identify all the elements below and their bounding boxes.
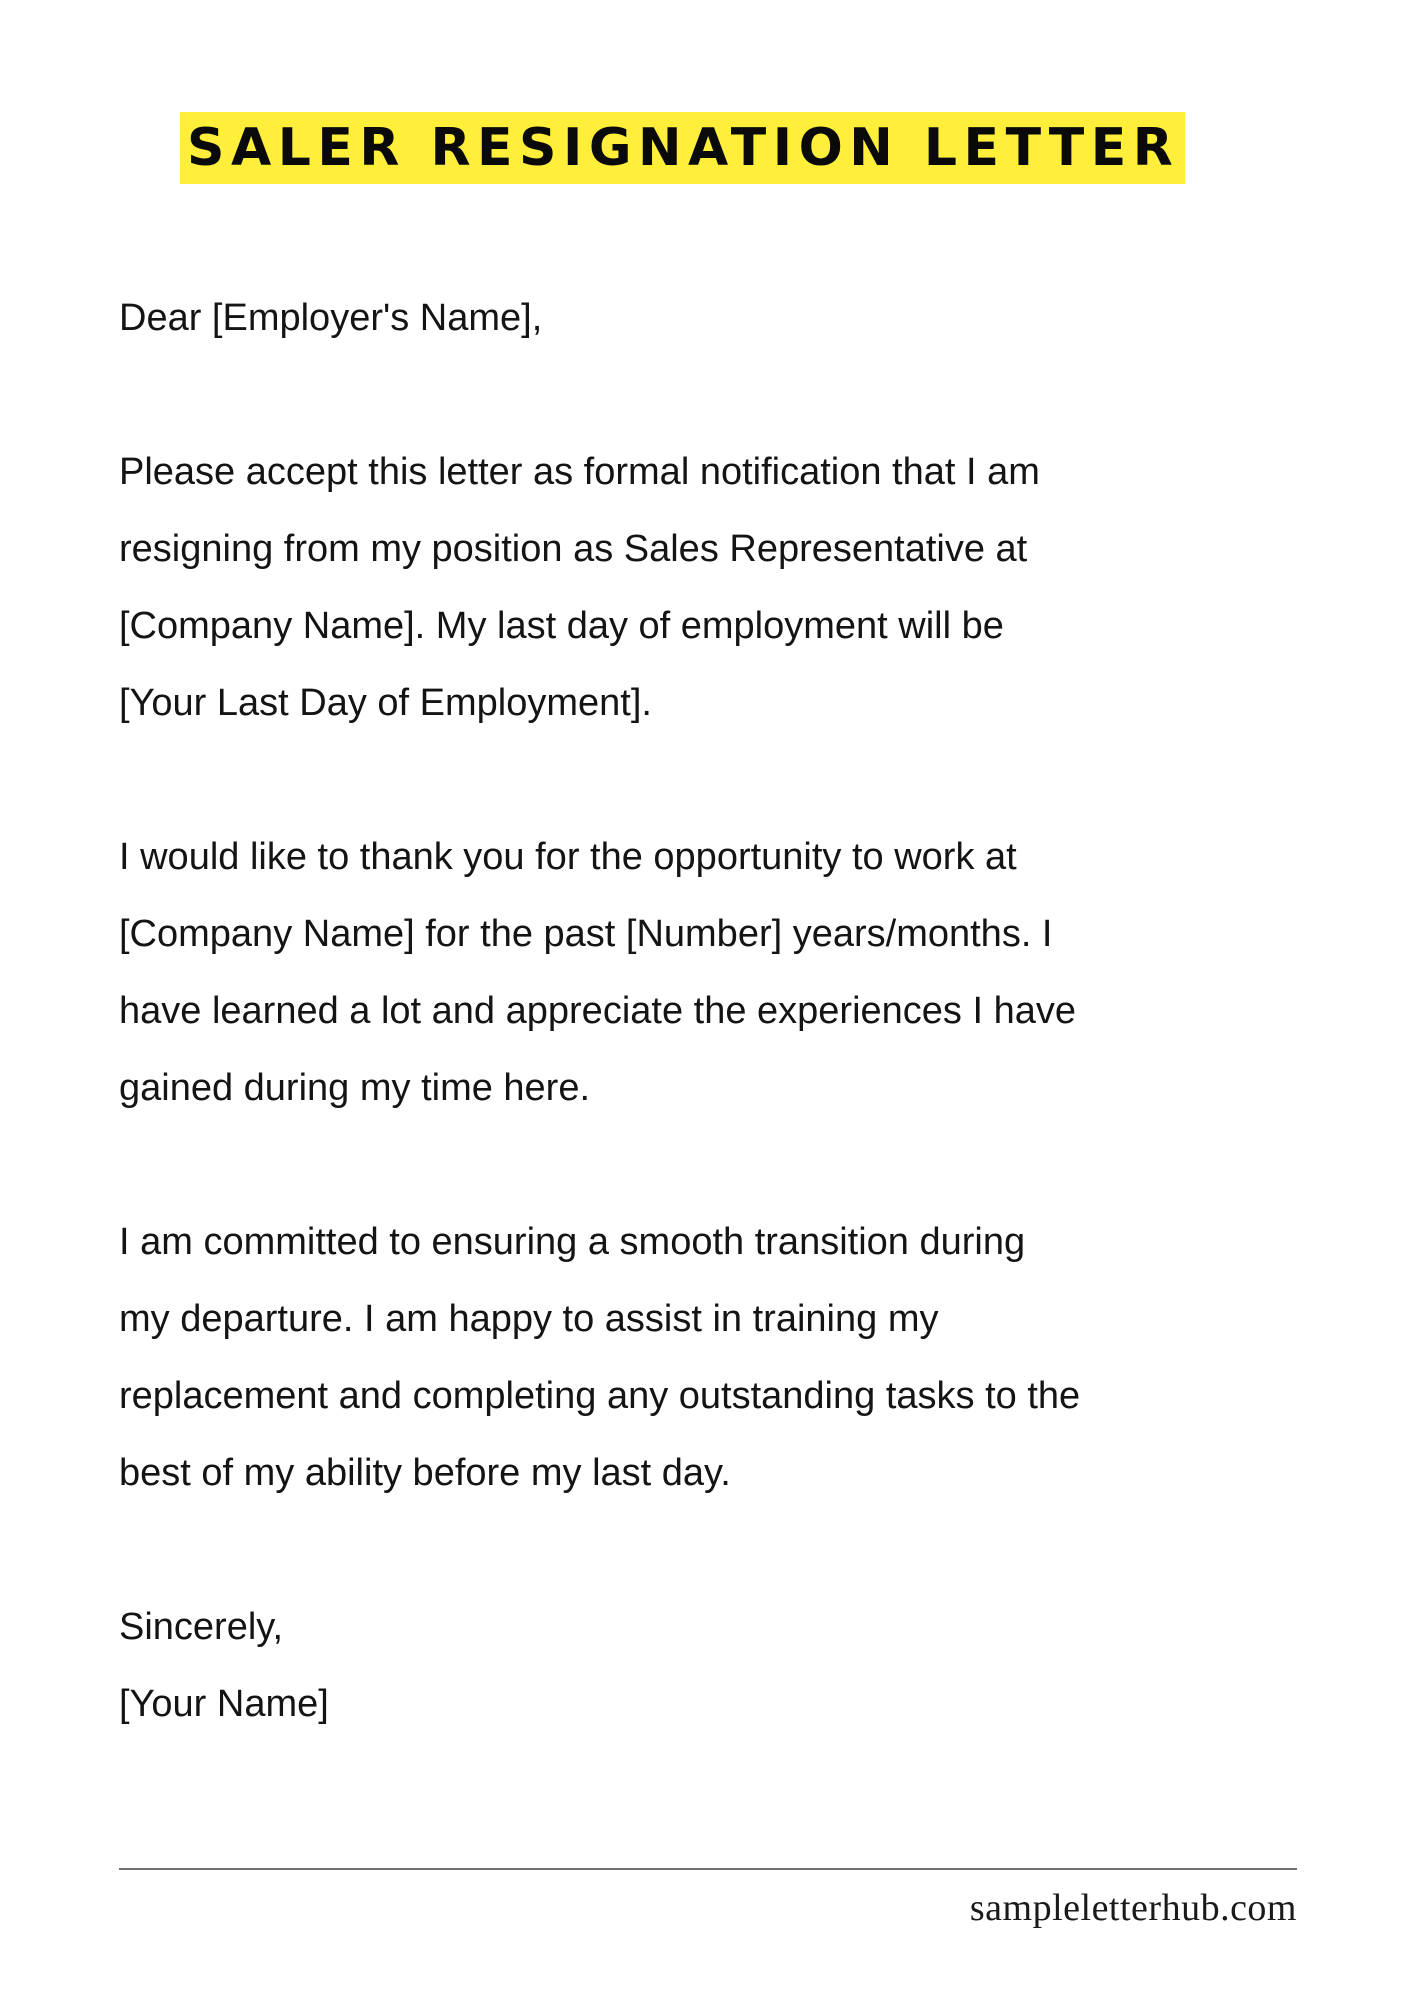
footer-divider <box>119 1868 1297 1870</box>
paragraph-1 <box>119 434 1359 742</box>
signature-name: [Your Name] <box>119 1683 329 1725</box>
paragraph-line: [Company Name]. My last day of employment will be <box>119 605 1004 647</box>
paragraph-line: I am committed to ensuring a smooth transition during <box>119 1221 1026 1263</box>
paragraph-line: have learned a lot and appreciate the experiences I have <box>119 990 1076 1032</box>
paragraph-line: Please accept this letter as formal notification that I am <box>119 451 1040 493</box>
footer-website: sampleletterhub.com <box>969 1887 1297 1929</box>
paragraph-line: [Your Last Day of Employment]. <box>119 682 652 724</box>
paragraph-line: my departure. I am happy to assist in training my <box>119 1298 939 1340</box>
paragraph-2 <box>119 819 1359 1127</box>
letter-body <box>119 280 1359 1743</box>
salutation: Dear [Employer's Name], <box>119 297 543 339</box>
paragraph-gap <box>119 357 1359 434</box>
paragraph-line: gained during my time here. <box>119 1067 591 1109</box>
paragraph-line: resigning from my position as Sales Representative at <box>119 528 1028 570</box>
paragraph-gap <box>119 1512 1359 1589</box>
closing: Sincerely, <box>119 1606 284 1648</box>
title-block <box>180 112 1185 184</box>
paragraph-gap <box>119 1127 1359 1204</box>
paragraph-line: best of my ability before my last day. <box>119 1452 731 1494</box>
paragraph-line: [Company Name] for the past [Number] years/months. I <box>119 913 1053 955</box>
page-title: SALER RESIGNATION LETTER <box>180 112 1185 184</box>
paragraph-gap <box>119 742 1359 819</box>
paragraph-line: I would like to thank you for the opportunity to work at <box>119 836 1017 878</box>
paragraph-line: replacement and completing any outstanding tasks to the <box>119 1375 1081 1417</box>
paragraph-3 <box>119 1204 1359 1512</box>
